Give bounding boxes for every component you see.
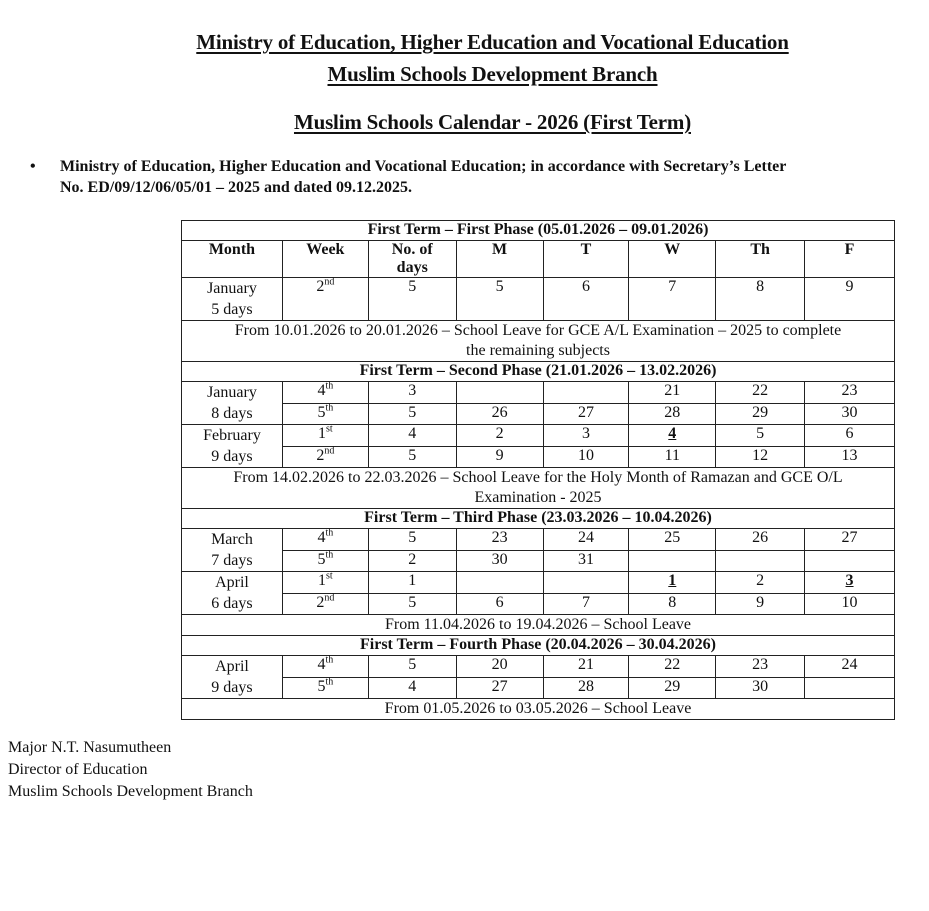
date-cell: 25 [629, 529, 716, 551]
week-cell [282, 550, 368, 572]
date-cell [456, 572, 543, 594]
month-days: 9 days [211, 679, 253, 696]
table-row [182, 425, 895, 447]
header-tuesday: T [543, 241, 629, 278]
date-cell: 29 [716, 403, 805, 425]
date-cell: 21 [543, 656, 629, 678]
week-suffix: th [325, 676, 334, 688]
month-name: January [207, 280, 257, 297]
month-days: 5 days [211, 301, 253, 318]
table-row [182, 446, 895, 468]
signature-block [8, 737, 253, 803]
date-cell: 27 [805, 529, 895, 551]
date-cell [456, 382, 543, 404]
week-suffix: nd [324, 445, 335, 457]
intro-line-2: No. ED/09/12/06/05/01 – 2025 and dated 09.12.2025. [60, 179, 413, 196]
month-days: 7 days [211, 552, 253, 569]
week-number: 2 [316, 278, 325, 295]
date-cell: 11 [629, 446, 716, 468]
date-cell: 21 [629, 382, 716, 404]
date-cell: 10 [543, 446, 629, 468]
date-cell [543, 572, 629, 594]
days-cell: 5 [368, 446, 456, 468]
week-cell [282, 425, 368, 447]
leave-1-line1: From 10.01.2026 to 20.01.2026 – School Leave for GCE A/L Examination – 2025 to complete [234, 322, 842, 339]
header-thursday: Th [716, 241, 805, 278]
week-number: 4 [317, 656, 326, 673]
phase-3-title: First Term – Third Phase (23.03.2026 – 10.04.2026) [182, 509, 895, 529]
date-cell: 8 [716, 278, 805, 321]
week-cell [282, 278, 368, 321]
date-cell: 27 [543, 403, 629, 425]
date-cell: 28 [543, 677, 629, 699]
days-cell: 4 [368, 425, 456, 447]
date-cell: 6 [456, 593, 543, 615]
week-suffix: th [325, 549, 334, 561]
week-number: 1 [318, 572, 327, 589]
days-cell: 4 [368, 677, 456, 699]
intro-line-1: Ministry of Education, Higher Education and Vocational Education; in accordance with Secretary’s Letter [60, 158, 787, 175]
table-row [182, 278, 895, 321]
header-days-line2: days [396, 259, 428, 276]
table-row [182, 550, 895, 572]
ministry-heading: Ministry of Education, Higher Education and Vocational Education [196, 30, 789, 54]
week-number: 1 [318, 425, 327, 442]
week-number: 2 [316, 593, 325, 611]
date-cell: 29 [629, 677, 716, 699]
table-row [182, 677, 895, 699]
days-cell: 5 [368, 593, 456, 615]
date-cell: 31 [543, 550, 629, 572]
date-cell: 12 [716, 446, 805, 468]
leave-2-line1: From 14.02.2026 to 22.03.2026 – School Leave for the Holy Month of Ramazan and GCE O/L [233, 469, 843, 486]
days-cell: 3 [368, 382, 456, 404]
week-suffix: nd [324, 276, 335, 288]
header-month: Month [182, 241, 283, 278]
header-days-line1: No. of [391, 241, 433, 258]
table-row [182, 572, 895, 594]
date-cell: 3 [543, 425, 629, 447]
week-suffix: th [325, 380, 334, 392]
leave-note-1 [182, 321, 895, 362]
date-cell: 26 [456, 403, 543, 425]
header-friday: F [805, 241, 895, 278]
date-cell: 10 [805, 593, 895, 615]
week-cell [282, 403, 368, 425]
date-cell: 20 [456, 656, 543, 678]
date-cell: 13 [805, 446, 895, 468]
week-number: 4 [317, 382, 326, 399]
date-cell: 2 [716, 572, 805, 594]
branch-heading: Muslim Schools Development Branch [327, 62, 658, 86]
date-cell: 27 [456, 677, 543, 699]
week-cell [282, 677, 368, 699]
header-week: Week [282, 241, 368, 278]
days-cell: 2 [368, 550, 456, 572]
date-cell: 9 [805, 278, 895, 321]
month-name: January [207, 384, 257, 401]
date-cell: 30 [805, 403, 895, 425]
days-cell: 5 [368, 403, 456, 425]
month-cell [182, 425, 283, 468]
date-cell [629, 550, 716, 572]
week-suffix: th [325, 527, 334, 539]
date-cell: 2 [456, 425, 543, 447]
date-cell: 30 [716, 677, 805, 699]
bullet-icon: • [30, 158, 36, 175]
leave-2-line2: Examination - 2025 [474, 489, 602, 506]
days-cell: 5 [368, 278, 456, 321]
leave-note-3: From 11.04.2026 to 19.04.2026 – School Leave [182, 615, 895, 636]
month-cell [182, 278, 283, 321]
week-suffix: st [326, 570, 333, 582]
signatory-name: Major N.T. Nasumutheen [8, 739, 172, 756]
date-cell: 24 [543, 529, 629, 551]
table-header-row [182, 241, 895, 278]
date-cell-highlighted: 1 [629, 572, 716, 594]
month-days: 9 days [211, 448, 253, 465]
date-cell: 7 [543, 593, 629, 615]
month-name: February [203, 427, 261, 444]
month-name: March [211, 531, 253, 548]
table-row [182, 403, 895, 425]
header-wednesday: W [629, 241, 716, 278]
date-cell: 22 [716, 382, 805, 404]
date-cell: 5 [716, 425, 805, 447]
month-name: April [215, 658, 249, 675]
date-cell: 23 [805, 382, 895, 404]
days-cell: 1 [368, 572, 456, 594]
days-cell: 5 [368, 656, 456, 678]
days-cell: 5 [368, 529, 456, 551]
signatory-branch: Muslim Schools Development Branch [8, 783, 253, 800]
week-number: 5 [317, 403, 326, 421]
leave-note-4: From 01.05.2026 to 03.05.2026 – School Leave [182, 699, 895, 720]
month-days: 6 days [211, 595, 253, 612]
date-cell [805, 550, 895, 572]
signatory-title: Director of Education [8, 761, 148, 778]
leave-note-2 [182, 468, 895, 509]
week-cell [282, 529, 368, 551]
date-cell: 8 [629, 593, 716, 615]
leave-1-line2: the remaining subjects [466, 342, 610, 359]
week-cell [282, 382, 368, 404]
date-cell-highlighted: 3 [805, 572, 895, 594]
phase-1-title: First Term – First Phase (05.01.2026 – 09.01.2026) [182, 221, 895, 241]
date-cell: 5 [456, 278, 543, 321]
calendar-table [181, 220, 895, 720]
week-suffix: th [325, 654, 334, 666]
table-row [182, 529, 895, 551]
phase-4-title: First Term – Fourth Phase (20.04.2026 – 30.04.2026) [182, 636, 895, 656]
month-name: April [215, 574, 249, 591]
table-row [182, 382, 895, 404]
intro-paragraph [30, 156, 910, 198]
date-cell: 30 [456, 550, 543, 572]
date-cell: 28 [629, 403, 716, 425]
date-cell [716, 550, 805, 572]
week-suffix: th [325, 402, 334, 414]
week-number: 2 [316, 446, 325, 464]
date-cell: 24 [805, 656, 895, 678]
week-cell [282, 572, 368, 594]
date-cell [543, 382, 629, 404]
date-cell: 9 [456, 446, 543, 468]
date-cell [805, 677, 895, 699]
date-cell: 26 [716, 529, 805, 551]
date-cell: 22 [629, 656, 716, 678]
date-cell: 6 [805, 425, 895, 447]
header-no-of-days [368, 241, 456, 278]
table-row [182, 656, 895, 678]
date-cell: 6 [543, 278, 629, 321]
calendar-title: Muslim Schools Calendar - 2026 (First Term) [293, 110, 691, 134]
week-cell [282, 446, 368, 468]
date-cell: 23 [456, 529, 543, 551]
week-cell [282, 656, 368, 678]
date-cell: 7 [629, 278, 716, 321]
week-number: 4 [317, 529, 326, 546]
week-number: 5 [317, 550, 326, 568]
phase-2-title: First Term – Second Phase (21.01.2026 – 13.02.2026) [182, 362, 895, 382]
week-cell [282, 593, 368, 615]
date-cell: 9 [716, 593, 805, 615]
header-monday: M [456, 241, 543, 278]
week-suffix: nd [324, 592, 335, 604]
month-cell [182, 382, 283, 425]
month-cell [182, 572, 283, 615]
month-cell [182, 529, 283, 572]
date-cell: 23 [716, 656, 805, 678]
month-days: 8 days [211, 405, 253, 422]
week-suffix: st [326, 423, 333, 435]
date-cell-highlighted: 4 [629, 425, 716, 447]
table-row [182, 593, 895, 615]
week-number: 5 [317, 677, 326, 695]
month-cell [182, 656, 283, 699]
